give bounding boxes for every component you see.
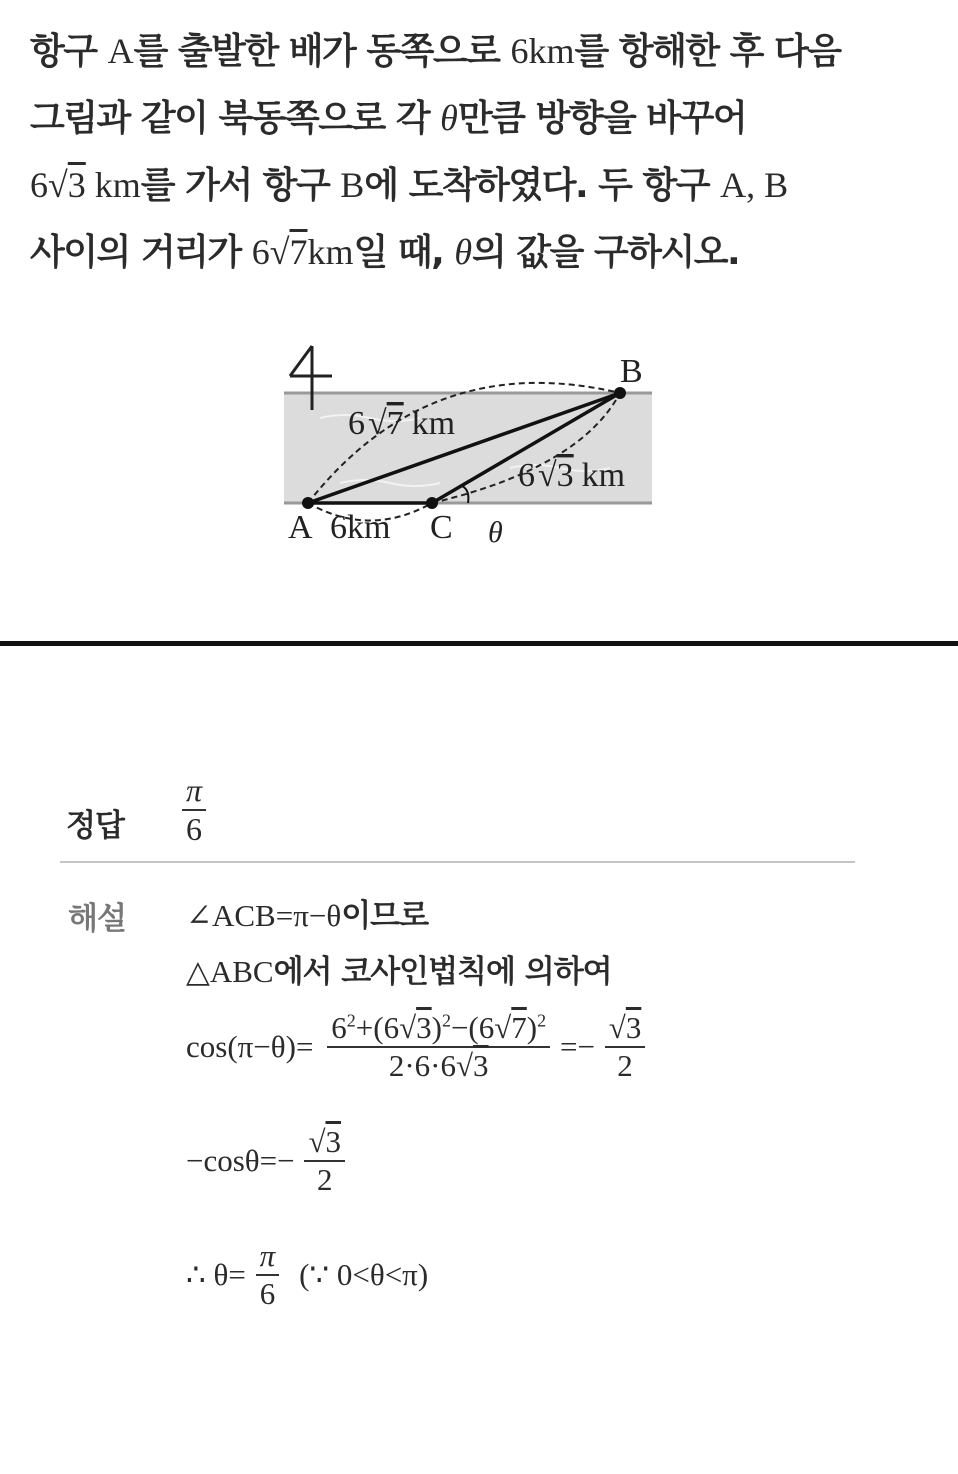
label-C: C [430, 509, 453, 546]
point-C [426, 497, 438, 509]
problem-line-3: 6√3 km를 가서 항구 B에 도착하였다. 두 항구 A, B [30, 165, 789, 206]
label-CB: 6√3 km [518, 457, 626, 494]
problem-line-2: 그림과 같이 북동쪽으로 각 θ만큼 방향을 바꾸어 [30, 98, 747, 139]
problem-line-1: 항구 A를 출발한 배가 동쪽으로 6km를 항해한 후 다음 [30, 31, 841, 72]
section-divider [0, 641, 958, 646]
point-A [302, 497, 314, 509]
answer-fraction: π 6 [182, 772, 206, 848]
label-theta: θ [488, 516, 503, 549]
label-A: A [288, 509, 313, 546]
solution-line-4: −cosθ=− $\frac{√3}{2}$ [186, 1124, 345, 1198]
problem-statement [30, 18, 930, 286]
label-AB: 6√7 km [348, 405, 456, 442]
sqrt-7: √7 [269, 232, 308, 272]
triangle-figure [280, 338, 670, 558]
law-of-cosines-fraction: $\frac{6^2+(6√3)^2-(6√7)^2}{2\cdot 6\cdot 6√3}$ [327, 1010, 550, 1084]
label-AC: 6km [330, 509, 391, 546]
sqrt-3: √3 [48, 165, 86, 205]
problem-line-4: 사이의 거리가 6√7km일 때, θ의 값을 구하시오. [30, 232, 740, 273]
neg-cos-fraction: $\frac{√3}{2}$ [304, 1124, 345, 1198]
solution-line-5: ∴ θ= $\frac{\pi}{6}$ (∵ 0<θ<π) [186, 1238, 429, 1311]
answer-label: 정답 [66, 808, 124, 844]
label-B: B [620, 353, 643, 390]
solution-line-3: cos(π−θ)= $\frac{6^2+(6√3)^2-(6√7)^2}{2\cdot 6\cdot 6√3}$ =− $\frac{√3}{2}$ [186, 1010, 645, 1110]
answer-rule [60, 861, 855, 863]
theta-fraction: $\frac{\pi}{6}$ [256, 1238, 280, 1312]
solution-line-2: △ABC에서 코사인법칙에 의하여 [186, 954, 612, 990]
solution-line-1: ∠ACB=π−θ이므로 [186, 898, 429, 934]
result-fraction: $\frac{√3}{2}$ [605, 1010, 646, 1084]
solution-label: 해설 [68, 901, 126, 937]
